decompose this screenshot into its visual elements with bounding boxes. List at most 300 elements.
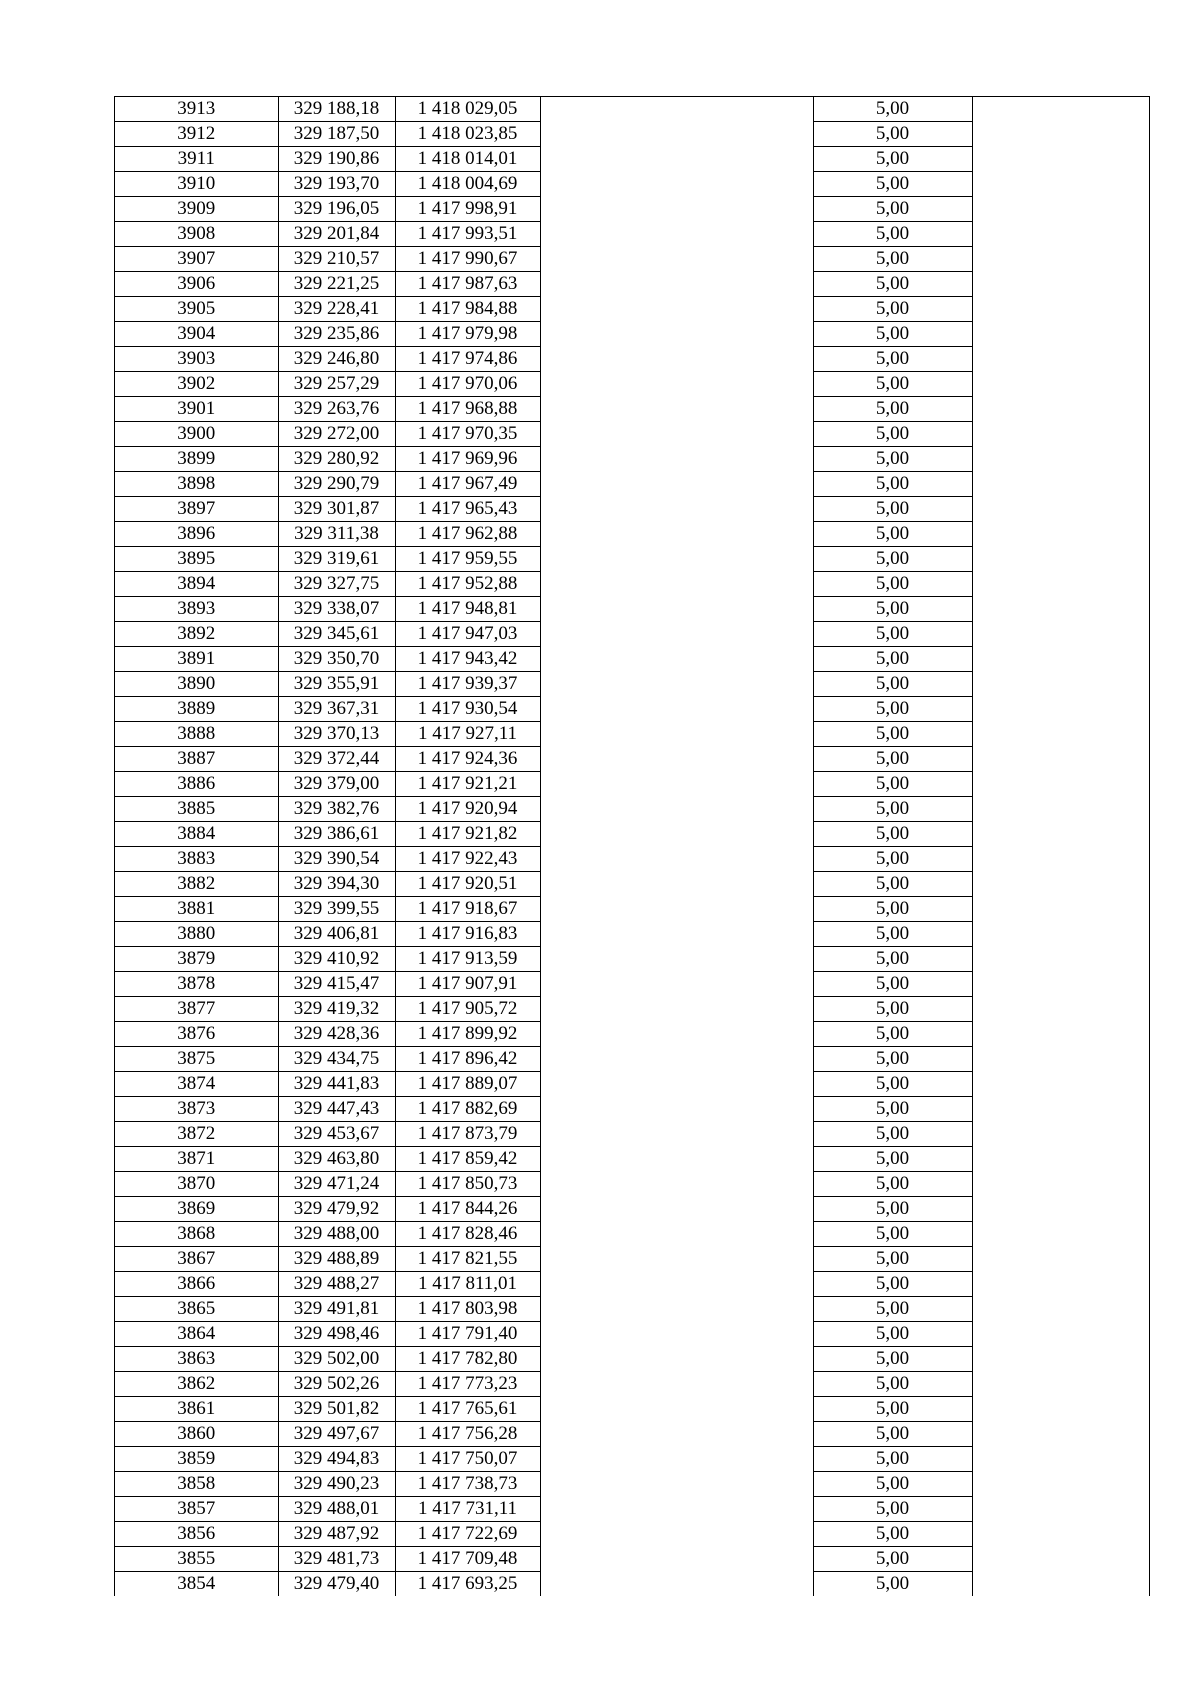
value-cell: 5,00: [813, 622, 972, 647]
point-number-cell: 3858: [115, 1472, 278, 1497]
empty-cell: [540, 1447, 813, 1472]
empty-cell: [972, 247, 1149, 272]
point-number-cell: 3899: [115, 447, 278, 472]
value-cell: 5,00: [813, 1572, 972, 1597]
x-coordinate-cell: 329 350,70: [278, 647, 395, 672]
empty-cell: [972, 747, 1149, 772]
point-number-cell: 3912: [115, 122, 278, 147]
table-row: [115, 97, 1149, 122]
empty-cell: [972, 322, 1149, 347]
table-row: [115, 897, 1149, 922]
y-coordinate-cell: 1 417 998,91: [395, 197, 540, 222]
empty-cell: [540, 1322, 813, 1347]
empty-cell: [540, 672, 813, 697]
x-coordinate-cell: 329 453,67: [278, 1122, 395, 1147]
table-row: [115, 472, 1149, 497]
point-number-cell: 3868: [115, 1222, 278, 1247]
y-coordinate-cell: 1 417 921,82: [395, 822, 540, 847]
empty-cell: [972, 897, 1149, 922]
empty-cell: [972, 1347, 1149, 1372]
y-coordinate-cell: 1 417 850,73: [395, 1172, 540, 1197]
x-coordinate-cell: 329 367,31: [278, 697, 395, 722]
empty-cell: [540, 247, 813, 272]
empty-cell: [972, 1547, 1149, 1572]
empty-cell: [972, 497, 1149, 522]
y-coordinate-cell: 1 417 969,96: [395, 447, 540, 472]
y-coordinate-cell: 1 417 693,25: [395, 1572, 540, 1597]
point-number-cell: 3897: [115, 497, 278, 522]
empty-cell: [540, 1047, 813, 1072]
table-row: [115, 672, 1149, 697]
table-row: [115, 1347, 1149, 1372]
empty-cell: [972, 1097, 1149, 1122]
table-row: [115, 247, 1149, 272]
table-row: [115, 1322, 1149, 1347]
y-coordinate-cell: 1 417 970,06: [395, 372, 540, 397]
value-cell: 5,00: [813, 572, 972, 597]
table-row: [115, 947, 1149, 972]
empty-cell: [540, 747, 813, 772]
point-number-cell: 3859: [115, 1447, 278, 1472]
point-number-cell: 3867: [115, 1247, 278, 1272]
point-number-cell: 3879: [115, 947, 278, 972]
y-coordinate-cell: 1 417 962,88: [395, 522, 540, 547]
point-number-cell: 3883: [115, 847, 278, 872]
x-coordinate-cell: 329 399,55: [278, 897, 395, 922]
value-cell: 5,00: [813, 1172, 972, 1197]
empty-cell: [540, 972, 813, 997]
y-coordinate-cell: 1 417 959,55: [395, 547, 540, 572]
empty-cell: [972, 922, 1149, 947]
empty-cell: [972, 447, 1149, 472]
table-row: [115, 272, 1149, 297]
empty-cell: [972, 1572, 1149, 1597]
point-number-cell: 3894: [115, 572, 278, 597]
x-coordinate-cell: 329 311,38: [278, 522, 395, 547]
point-number-cell: 3884: [115, 822, 278, 847]
empty-cell: [540, 297, 813, 322]
x-coordinate-cell: 329 497,67: [278, 1422, 395, 1447]
point-number-cell: 3895: [115, 547, 278, 572]
table-row: [115, 1222, 1149, 1247]
x-coordinate-cell: 329 246,80: [278, 347, 395, 372]
value-cell: 5,00: [813, 997, 972, 1022]
value-cell: 5,00: [813, 1072, 972, 1097]
table-row: [115, 597, 1149, 622]
y-coordinate-cell: 1 417 765,61: [395, 1397, 540, 1422]
value-cell: 5,00: [813, 972, 972, 997]
value-cell: 5,00: [813, 372, 972, 397]
y-coordinate-cell: 1 417 939,37: [395, 672, 540, 697]
empty-cell: [972, 822, 1149, 847]
empty-cell: [540, 472, 813, 497]
y-coordinate-cell: 1 417 782,80: [395, 1347, 540, 1372]
value-cell: 5,00: [813, 322, 972, 347]
x-coordinate-cell: 329 188,18: [278, 97, 395, 122]
table-row: [115, 872, 1149, 897]
table-row: [115, 722, 1149, 747]
empty-cell: [540, 897, 813, 922]
point-number-cell: 3887: [115, 747, 278, 772]
point-number-cell: 3869: [115, 1197, 278, 1222]
empty-cell: [972, 147, 1149, 172]
value-cell: 5,00: [813, 847, 972, 872]
empty-cell: [540, 1372, 813, 1397]
empty-cell: [972, 1022, 1149, 1047]
x-coordinate-cell: 329 463,80: [278, 1147, 395, 1172]
empty-cell: [972, 422, 1149, 447]
empty-cell: [972, 347, 1149, 372]
empty-cell: [972, 972, 1149, 997]
point-number-cell: 3873: [115, 1097, 278, 1122]
empty-cell: [540, 947, 813, 972]
x-coordinate-cell: 329 488,00: [278, 1222, 395, 1247]
y-coordinate-cell: 1 417 873,79: [395, 1122, 540, 1147]
empty-cell: [972, 997, 1149, 1022]
empty-cell: [972, 872, 1149, 897]
value-cell: 5,00: [813, 797, 972, 822]
empty-cell: [540, 97, 813, 122]
empty-cell: [972, 947, 1149, 972]
value-cell: 5,00: [813, 722, 972, 747]
y-coordinate-cell: 1 417 943,42: [395, 647, 540, 672]
table-row: [115, 347, 1149, 372]
point-number-cell: 3889: [115, 697, 278, 722]
y-coordinate-cell: 1 417 916,83: [395, 922, 540, 947]
y-coordinate-cell: 1 417 803,98: [395, 1297, 540, 1322]
point-number-cell: 3863: [115, 1347, 278, 1372]
point-number-cell: 3886: [115, 772, 278, 797]
x-coordinate-cell: 329 345,61: [278, 622, 395, 647]
x-coordinate-cell: 329 372,44: [278, 747, 395, 772]
point-number-cell: 3870: [115, 1172, 278, 1197]
value-cell: 5,00: [813, 97, 972, 122]
table-row: [115, 622, 1149, 647]
empty-cell: [540, 1022, 813, 1047]
x-coordinate-cell: 329 257,29: [278, 372, 395, 397]
table-row: [115, 1372, 1149, 1397]
y-coordinate-cell: 1 417 990,67: [395, 247, 540, 272]
empty-cell: [540, 122, 813, 147]
x-coordinate-cell: 329 410,92: [278, 947, 395, 972]
x-coordinate-cell: 329 488,01: [278, 1497, 395, 1522]
table-row: [115, 372, 1149, 397]
empty-cell: [972, 1072, 1149, 1097]
value-cell: 5,00: [813, 647, 972, 672]
empty-cell: [972, 372, 1149, 397]
empty-cell: [972, 672, 1149, 697]
value-cell: 5,00: [813, 472, 972, 497]
value-cell: 5,00: [813, 347, 972, 372]
point-number-cell: 3913: [115, 97, 278, 122]
y-coordinate-cell: 1 417 948,81: [395, 597, 540, 622]
value-cell: 5,00: [813, 597, 972, 622]
table-row: [115, 497, 1149, 522]
point-number-cell: 3876: [115, 1022, 278, 1047]
value-cell: 5,00: [813, 247, 972, 272]
value-cell: 5,00: [813, 547, 972, 572]
value-cell: 5,00: [813, 1147, 972, 1172]
empty-cell: [540, 547, 813, 572]
empty-cell: [540, 822, 813, 847]
x-coordinate-cell: 329 406,81: [278, 922, 395, 947]
y-coordinate-cell: 1 417 927,11: [395, 722, 540, 747]
empty-cell: [540, 922, 813, 947]
empty-cell: [972, 472, 1149, 497]
empty-cell: [540, 322, 813, 347]
x-coordinate-cell: 329 491,81: [278, 1297, 395, 1322]
y-coordinate-cell: 1 417 844,26: [395, 1197, 540, 1222]
x-coordinate-cell: 329 382,76: [278, 797, 395, 822]
empty-cell: [540, 872, 813, 897]
table-row: [115, 522, 1149, 547]
empty-cell: [540, 1122, 813, 1147]
empty-cell: [540, 1347, 813, 1372]
x-coordinate-cell: 329 370,13: [278, 722, 395, 747]
x-coordinate-cell: 329 501,82: [278, 1397, 395, 1422]
value-cell: 5,00: [813, 197, 972, 222]
empty-cell: [972, 572, 1149, 597]
table-row: [115, 197, 1149, 222]
empty-cell: [540, 372, 813, 397]
value-cell: 5,00: [813, 1297, 972, 1322]
value-cell: 5,00: [813, 1022, 972, 1047]
value-cell: 5,00: [813, 122, 972, 147]
empty-cell: [540, 1097, 813, 1122]
x-coordinate-cell: 329 488,89: [278, 1247, 395, 1272]
empty-cell: [540, 1522, 813, 1547]
point-number-cell: 3890: [115, 672, 278, 697]
x-coordinate-cell: 329 201,84: [278, 222, 395, 247]
y-coordinate-cell: 1 417 905,72: [395, 997, 540, 1022]
value-cell: 5,00: [813, 1397, 972, 1422]
x-coordinate-cell: 329 290,79: [278, 472, 395, 497]
value-cell: 5,00: [813, 1272, 972, 1297]
table-row: [115, 1522, 1149, 1547]
table-row: [115, 397, 1149, 422]
table-row: [115, 1547, 1149, 1572]
point-number-cell: 3854: [115, 1572, 278, 1597]
empty-cell: [540, 497, 813, 522]
value-cell: 5,00: [813, 1472, 972, 1497]
x-coordinate-cell: 329 338,07: [278, 597, 395, 622]
coordinate-table-container: [114, 96, 1150, 1596]
value-cell: 5,00: [813, 272, 972, 297]
table-row: [115, 1497, 1149, 1522]
table-row: [115, 1197, 1149, 1222]
empty-cell: [972, 647, 1149, 672]
empty-cell: [540, 1222, 813, 1247]
y-coordinate-cell: 1 418 014,01: [395, 147, 540, 172]
table-body: [115, 97, 1149, 1596]
x-coordinate-cell: 329 479,40: [278, 1572, 395, 1597]
point-number-cell: 3898: [115, 472, 278, 497]
empty-cell: [972, 622, 1149, 647]
x-coordinate-cell: 329 479,92: [278, 1197, 395, 1222]
y-coordinate-cell: 1 417 859,42: [395, 1147, 540, 1172]
empty-cell: [972, 1247, 1149, 1272]
x-coordinate-cell: 329 319,61: [278, 547, 395, 572]
table-row: [115, 1272, 1149, 1297]
empty-cell: [972, 1222, 1149, 1247]
empty-cell: [540, 1147, 813, 1172]
empty-cell: [540, 772, 813, 797]
point-number-cell: 3911: [115, 147, 278, 172]
point-number-cell: 3856: [115, 1522, 278, 1547]
empty-cell: [972, 197, 1149, 222]
table-row: [115, 1172, 1149, 1197]
x-coordinate-cell: 329 386,61: [278, 822, 395, 847]
empty-cell: [540, 1197, 813, 1222]
point-number-cell: 3880: [115, 922, 278, 947]
point-number-cell: 3860: [115, 1422, 278, 1447]
y-coordinate-cell: 1 417 918,67: [395, 897, 540, 922]
point-number-cell: 3903: [115, 347, 278, 372]
y-coordinate-cell: 1 417 731,11: [395, 1497, 540, 1522]
value-cell: 5,00: [813, 1347, 972, 1372]
empty-cell: [540, 347, 813, 372]
value-cell: 5,00: [813, 897, 972, 922]
empty-cell: [972, 97, 1149, 122]
value-cell: 5,00: [813, 1197, 972, 1222]
empty-cell: [540, 1172, 813, 1197]
empty-cell: [972, 1322, 1149, 1347]
empty-cell: [540, 272, 813, 297]
y-coordinate-cell: 1 417 756,28: [395, 1422, 540, 1447]
table-row: [115, 147, 1149, 172]
point-number-cell: 3877: [115, 997, 278, 1022]
y-coordinate-cell: 1 417 913,59: [395, 947, 540, 972]
table-row: [115, 772, 1149, 797]
point-number-cell: 3900: [115, 422, 278, 447]
y-coordinate-cell: 1 417 967,49: [395, 472, 540, 497]
table-row: [115, 422, 1149, 447]
x-coordinate-cell: 329 502,00: [278, 1347, 395, 1372]
empty-cell: [972, 397, 1149, 422]
point-number-cell: 3885: [115, 797, 278, 822]
empty-cell: [972, 522, 1149, 547]
empty-cell: [972, 122, 1149, 147]
empty-cell: [972, 172, 1149, 197]
point-number-cell: 3893: [115, 597, 278, 622]
empty-cell: [540, 572, 813, 597]
table-row: [115, 847, 1149, 872]
table-row: [115, 1247, 1149, 1272]
table-row: [115, 1572, 1149, 1597]
empty-cell: [972, 1272, 1149, 1297]
empty-cell: [972, 697, 1149, 722]
empty-cell: [972, 1197, 1149, 1222]
table-row: [115, 647, 1149, 672]
y-coordinate-cell: 1 417 722,69: [395, 1522, 540, 1547]
x-coordinate-cell: 329 434,75: [278, 1047, 395, 1072]
x-coordinate-cell: 329 502,26: [278, 1372, 395, 1397]
x-coordinate-cell: 329 447,43: [278, 1097, 395, 1122]
y-coordinate-cell: 1 417 930,54: [395, 697, 540, 722]
table-row: [115, 1297, 1149, 1322]
empty-cell: [540, 697, 813, 722]
point-number-cell: 3905: [115, 297, 278, 322]
point-number-cell: 3874: [115, 1072, 278, 1097]
value-cell: 5,00: [813, 697, 972, 722]
y-coordinate-cell: 1 417 709,48: [395, 1547, 540, 1572]
empty-cell: [540, 1272, 813, 1297]
empty-cell: [540, 797, 813, 822]
empty-cell: [972, 1297, 1149, 1322]
y-coordinate-cell: 1 417 889,07: [395, 1072, 540, 1097]
empty-cell: [540, 422, 813, 447]
table-row: [115, 547, 1149, 572]
empty-cell: [972, 722, 1149, 747]
table-row: [115, 1397, 1149, 1422]
empty-cell: [540, 447, 813, 472]
value-cell: 5,00: [813, 172, 972, 197]
x-coordinate-cell: 329 193,70: [278, 172, 395, 197]
point-number-cell: 3865: [115, 1297, 278, 1322]
value-cell: 5,00: [813, 397, 972, 422]
y-coordinate-cell: 1 417 974,86: [395, 347, 540, 372]
table-row: [115, 122, 1149, 147]
y-coordinate-cell: 1 417 970,35: [395, 422, 540, 447]
x-coordinate-cell: 329 221,25: [278, 272, 395, 297]
x-coordinate-cell: 329 394,30: [278, 872, 395, 897]
x-coordinate-cell: 329 272,00: [278, 422, 395, 447]
empty-cell: [540, 222, 813, 247]
empty-cell: [540, 197, 813, 222]
point-number-cell: 3906: [115, 272, 278, 297]
y-coordinate-cell: 1 417 821,55: [395, 1247, 540, 1272]
y-coordinate-cell: 1 417 750,07: [395, 1447, 540, 1472]
point-number-cell: 3904: [115, 322, 278, 347]
empty-cell: [972, 1422, 1149, 1447]
empty-cell: [972, 1497, 1149, 1522]
empty-cell: [972, 1047, 1149, 1072]
empty-cell: [540, 647, 813, 672]
empty-cell: [972, 797, 1149, 822]
y-coordinate-cell: 1 417 968,88: [395, 397, 540, 422]
value-cell: 5,00: [813, 1322, 972, 1347]
point-number-cell: 3881: [115, 897, 278, 922]
point-number-cell: 3892: [115, 622, 278, 647]
value-cell: 5,00: [813, 1247, 972, 1272]
table-row: [115, 822, 1149, 847]
x-coordinate-cell: 329 441,83: [278, 1072, 395, 1097]
table-row: [115, 222, 1149, 247]
y-coordinate-cell: 1 417 907,91: [395, 972, 540, 997]
y-coordinate-cell: 1 418 023,85: [395, 122, 540, 147]
y-coordinate-cell: 1 418 029,05: [395, 97, 540, 122]
y-coordinate-cell: 1 417 791,40: [395, 1322, 540, 1347]
table-row: [115, 447, 1149, 472]
table-row: [115, 747, 1149, 772]
value-cell: 5,00: [813, 1447, 972, 1472]
table-row: [115, 1097, 1149, 1122]
point-number-cell: 3907: [115, 247, 278, 272]
x-coordinate-cell: 329 235,86: [278, 322, 395, 347]
y-coordinate-cell: 1 417 773,23: [395, 1372, 540, 1397]
empty-cell: [540, 147, 813, 172]
y-coordinate-cell: 1 417 920,51: [395, 872, 540, 897]
x-coordinate-cell: 329 280,92: [278, 447, 395, 472]
empty-cell: [540, 397, 813, 422]
x-coordinate-cell: 329 379,00: [278, 772, 395, 797]
x-coordinate-cell: 329 327,75: [278, 572, 395, 597]
point-number-cell: 3910: [115, 172, 278, 197]
point-number-cell: 3882: [115, 872, 278, 897]
point-number-cell: 3891: [115, 647, 278, 672]
x-coordinate-cell: 329 490,23: [278, 1472, 395, 1497]
value-cell: 5,00: [813, 1547, 972, 1572]
